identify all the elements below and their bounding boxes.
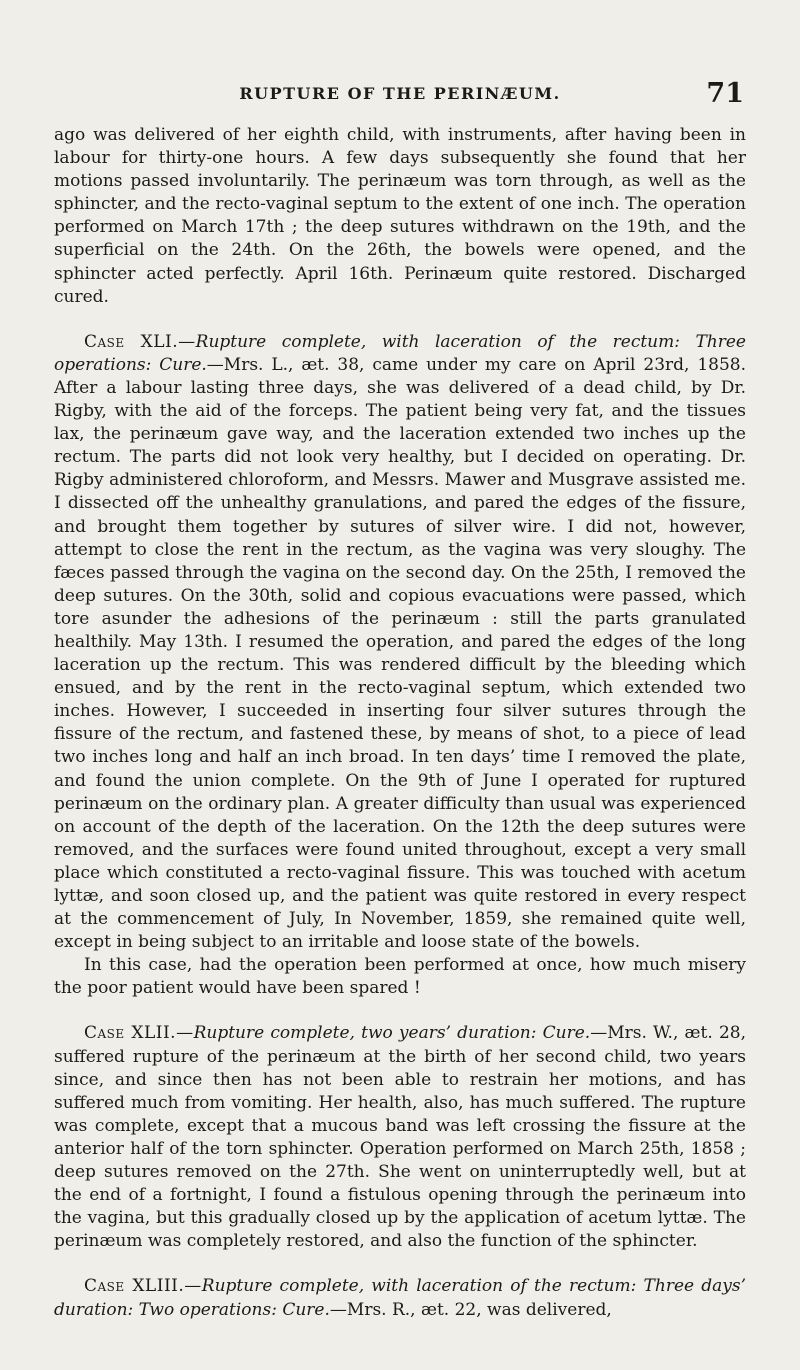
case-title: Rupture complete, with laceration of the rectum: Three days’ duration: Two operations: Cure. [54, 1276, 746, 1320]
paragraph-text: —Mrs. R., æt. 22, was delivered, [329, 1299, 612, 1320]
page-header [54, 78, 746, 118]
case-xli-paragraph [54, 331, 746, 955]
page-body [54, 124, 746, 1322]
paragraph-text: —Mrs. L., æt. 38, came under my care on April 23rd, 1858. After a labour lasting three days, she was delivered of a dead child, by Dr. Rigby, with the aid of the forceps. The patient being very fat, and the tissues lax, the perinæum gave way, and the laceration extended two inches up the rectum. The parts did not look very healthy, but I decided on operating. Dr. Rigby administered chloroform, and Messrs. Mawer and Musgrave assisted me. I dissected off the unhealthy granulations, and pared the edges of the fissure, and brought them together by sutures of silver wire. I did not, however, attempt to close the rent in the rectum, as the vagina was very sloughy. The fæces passed through the vagina on the second day. On the 25th, I removed the deep sutures. On the 30th, solid and copious evacuations were passed, which tore asunder the adhesions of the perinæum : still the parts granulated healthily. May 13th. I resumed the operation, and pared the edges of the long laceration up the rectum. This was rendered difficult by the bleeding which ensued, and by the rent in the recto-vaginal septum, which extended two inches. However, I succeeded in inserting four silver sutures through the fissure of the rectum, and fastened these, by means of shot, to a piece of lead two inches long and half an inch broad. In ten days’ time I removed the plate, and found the union complete. On the 9th of June I operated for ruptured perinæum on the ordinary plan. A greater difficulty than usual was experienced on account of the depth of the laceration. On the 12th the deep sutures were removed, and the surfaces were found united throughout, except a very small place which constituted a recto-vaginal fissure. This was touched with acetum lyttæ, and soon closed up, and the patient was quite restored in every respect at the commencement of July, In November, 1859, she remained quite well, except in being subject to an irritable and loose state of the bowels. [54, 354, 746, 953]
paragraph-text: ago was delivered of her eighth child, with instruments, after having been in labour for thirty-one hours. A few days subsequently she found that her motions passed involuntarily. The perinæum was torn through, as well as the sphincter, and the recto-vaginal septum to the extent of one inch. The operation performed on March 17th ; the deep sutures withdrawn on the 19th, and the superficial on the 24th. On the 26th, the bowels were opened, and the sphincter acted perfectly. April 16th. Perinæum quite restored. Discharged cured. [54, 125, 746, 307]
paragraph-text: In this case, had the operation been performed at once, how much misery the poor patient would have been spared ! [54, 955, 746, 999]
case-label: Case XLIII.— [84, 1276, 202, 1297]
case-xliii-paragraph [54, 1275, 746, 1321]
page-number: 71 [706, 78, 744, 109]
running-head: RUPTURE OF THE PERINÆUM. [239, 84, 561, 103]
case-xlii-paragraph [54, 1022, 746, 1253]
paragraph-text: —Mrs. W., æt. 28, suffered rupture of the perinæum at the birth of her second child, two years since, and since then has not been able to restrain her motions, and has suffered much from vomiting. Her health, also, has much suffered. The rupture was complete, except that a mucous band was left crossing the fissure at the anterior half of the torn sphincter. Operation performed on March 25th, 1858 ; deep sutures removed on the 27th. She went on uninterruptedly well, but at the end of a fortnight, I found a fistulous opening through the perinæum into the vagina, but this gradually closed up by the application of acetum lyttæ. The perinæum was completely restored, and also the function of the sphincter. [54, 1023, 746, 1252]
case-label: Case XLI.— [84, 331, 196, 352]
case-title: Rupture complete, two years’ duration: Cure. [193, 1023, 591, 1044]
commentary-paragraph [54, 954, 746, 1000]
paragraph-continuation [54, 124, 746, 309]
case-title: Rupture complete, with laceration of the rectum: Three operations: Cure. [54, 331, 746, 375]
case-label: Case XLII.— [84, 1023, 194, 1044]
